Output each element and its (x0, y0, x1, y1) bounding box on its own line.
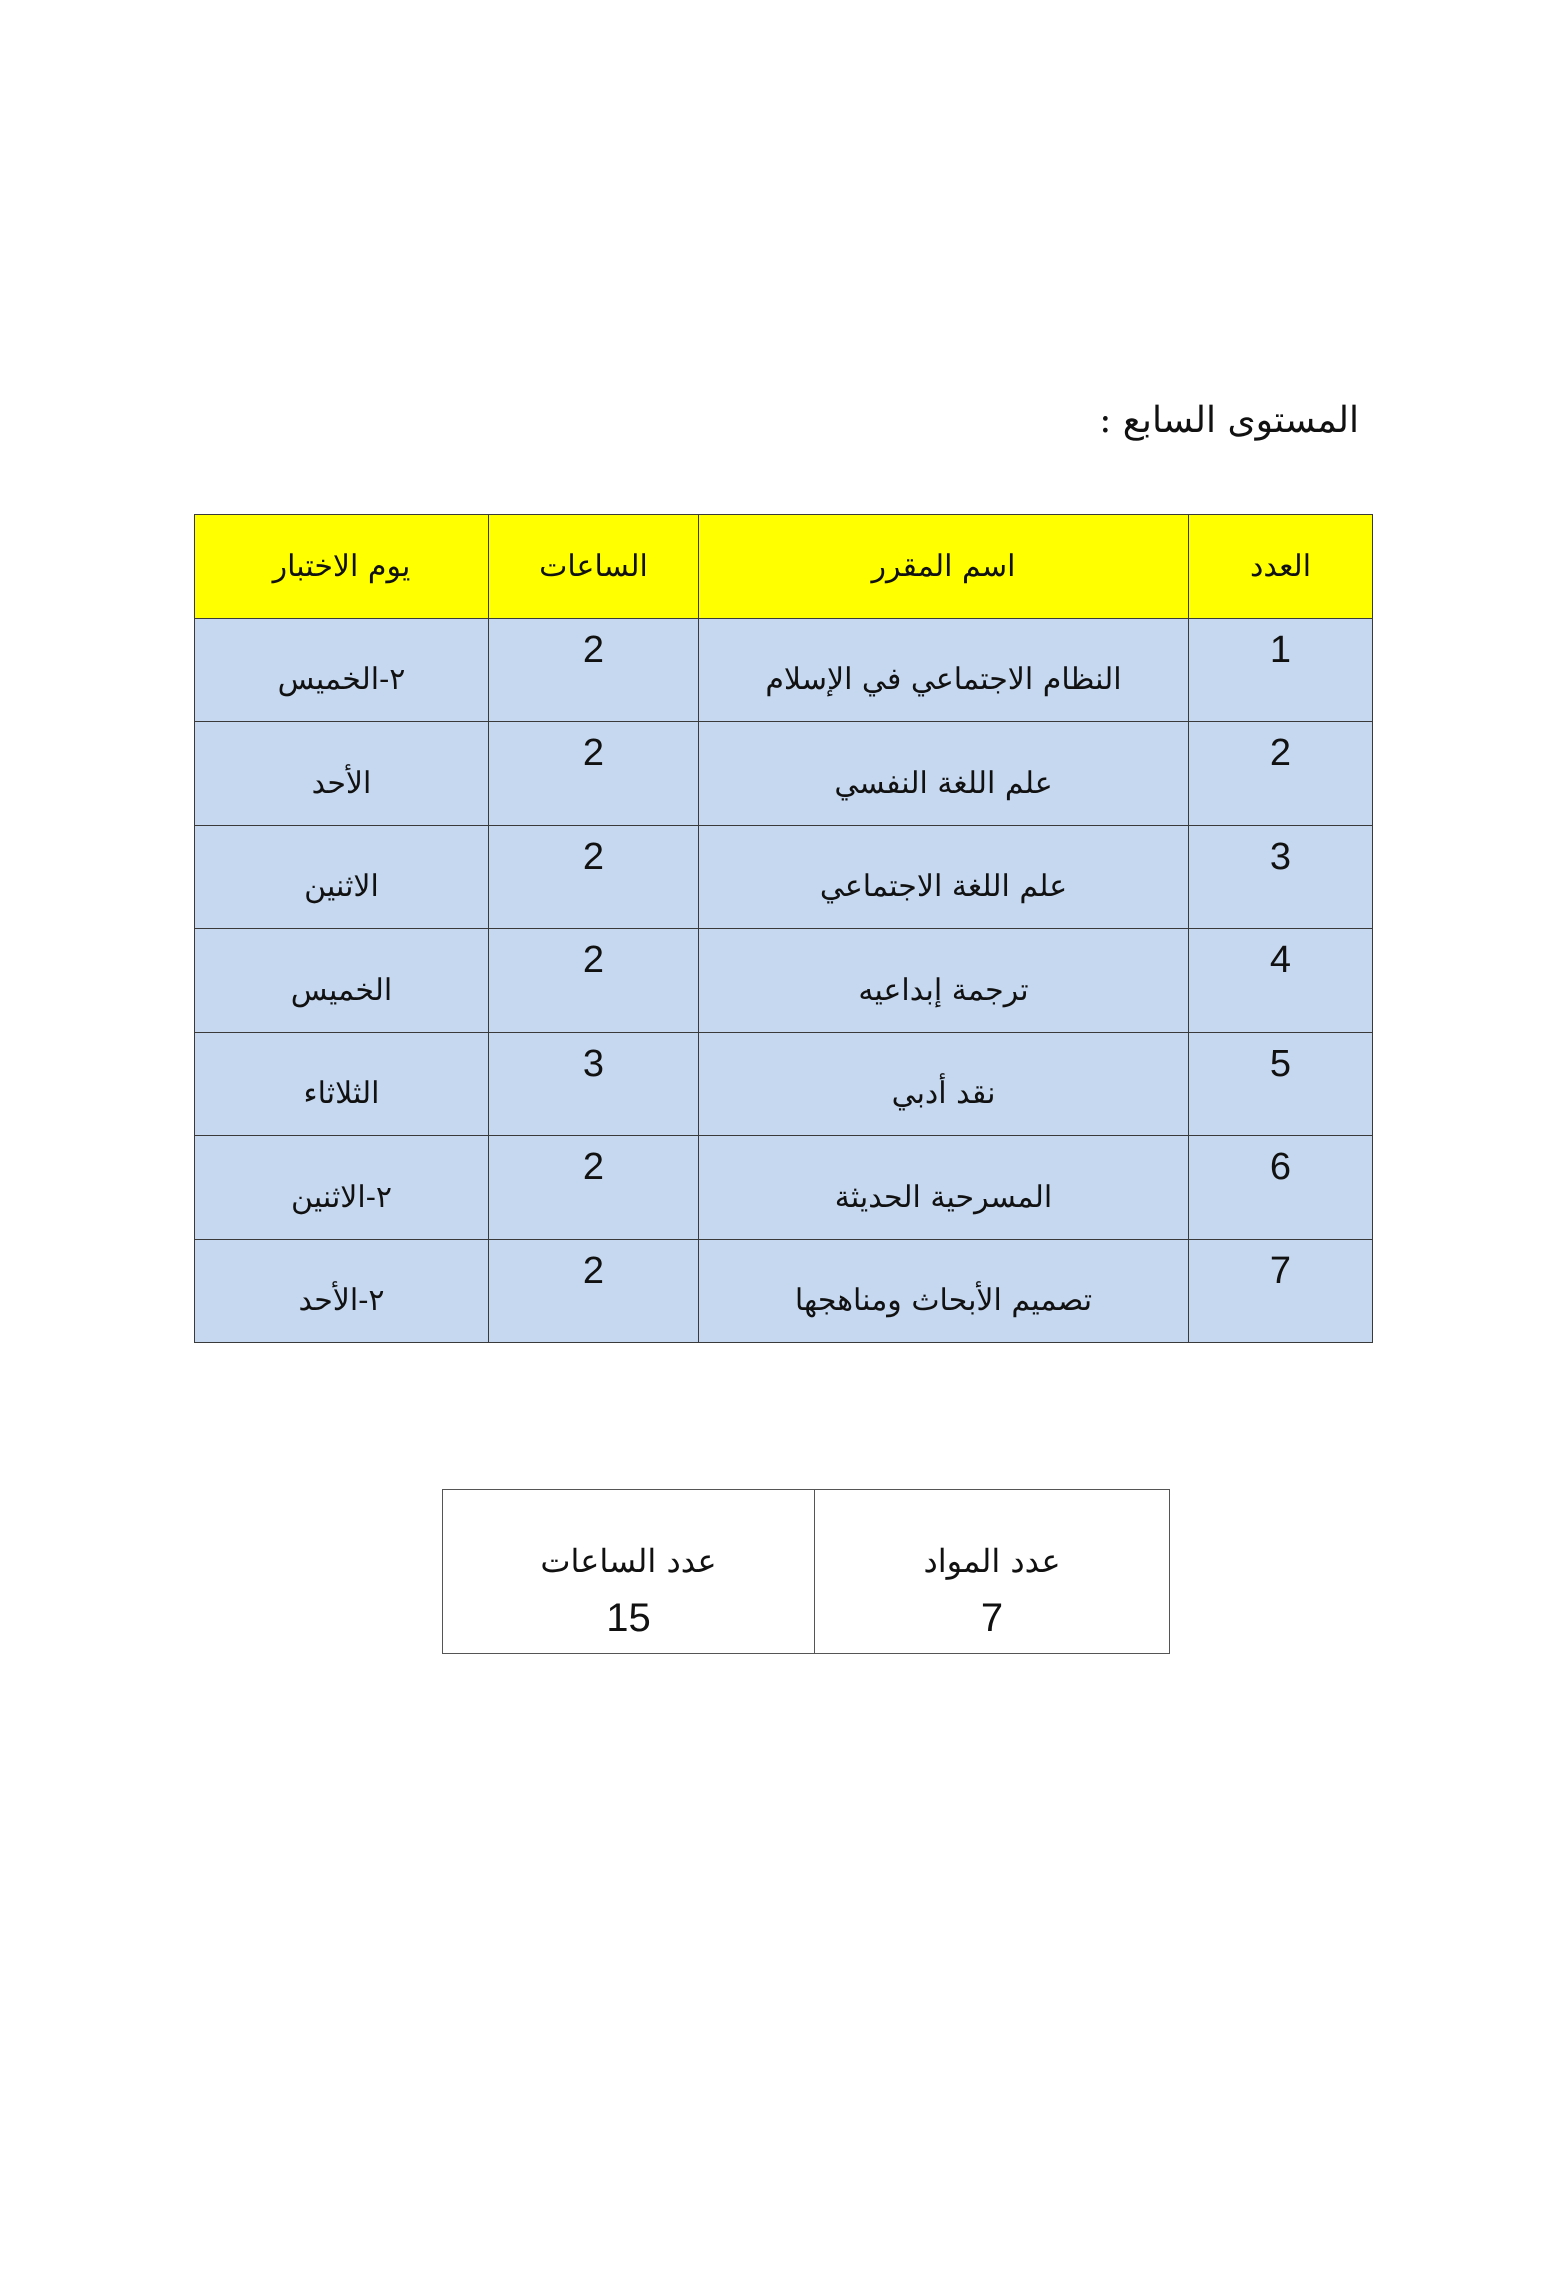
table-row (195, 825, 1373, 929)
hours-cell: 2 (489, 618, 699, 722)
table-row (195, 722, 1373, 826)
total-hours-label: عدد الساعات (443, 1490, 815, 1594)
level-heading: المستوى السابع : (1099, 400, 1359, 441)
header-exam-day: يوم الاختبار (195, 515, 489, 619)
course-count-value: 7 (815, 1594, 1170, 1654)
number-cell: 3 (1189, 825, 1373, 929)
header-number: العدد (1189, 515, 1373, 619)
table-header-row (195, 515, 1373, 619)
course-name-cell: تصميم الأبحاث ومناهجها (699, 1239, 1189, 1343)
course-name-cell: ترجمة إبداعيه (699, 929, 1189, 1033)
hours-cell: 2 (489, 929, 699, 1033)
course-name-cell: نقد أدبي (699, 1032, 1189, 1136)
table-row (195, 1239, 1373, 1343)
exam-day-cell: ٢-الأحد (195, 1239, 489, 1343)
number-cell: 6 (1189, 1136, 1373, 1240)
exam-day-cell: الأحد (195, 722, 489, 826)
hours-cell: 3 (489, 1032, 699, 1136)
exam-day-cell: الثلاثاء (195, 1032, 489, 1136)
hours-cell: 2 (489, 1239, 699, 1343)
hours-cell: 2 (489, 722, 699, 826)
table-row (195, 618, 1373, 722)
course-schedule-table (194, 514, 1373, 1343)
number-cell: 4 (1189, 929, 1373, 1033)
number-cell: 5 (1189, 1032, 1373, 1136)
hours-cell: 2 (489, 1136, 699, 1240)
course-name-cell: المسرحية الحديثة (699, 1136, 1189, 1240)
exam-day-cell: الاثنين (195, 825, 489, 929)
table-row (195, 929, 1373, 1033)
total-hours-value: 15 (443, 1594, 815, 1654)
summary-label-row (443, 1490, 1170, 1594)
course-name-cell: علم اللغة النفسي (699, 722, 1189, 826)
course-count-label: عدد المواد (815, 1490, 1170, 1594)
course-name-cell: علم اللغة الاجتماعي (699, 825, 1189, 929)
course-name-cell: النظام الاجتماعي في الإسلام (699, 618, 1189, 722)
exam-day-cell: ٢-الاثنين (195, 1136, 489, 1240)
header-course-name: اسم المقرر (699, 515, 1189, 619)
summary-table (442, 1489, 1170, 1654)
hours-cell: 2 (489, 825, 699, 929)
table-row (195, 1136, 1373, 1240)
table-row (195, 1032, 1373, 1136)
number-cell: 2 (1189, 722, 1373, 826)
header-hours: الساعات (489, 515, 699, 619)
number-cell: 7 (1189, 1239, 1373, 1343)
summary-value-row (443, 1594, 1170, 1654)
number-cell: 1 (1189, 618, 1373, 722)
exam-day-cell: الخميس (195, 929, 489, 1033)
exam-day-cell: ٢-الخميس (195, 618, 489, 722)
